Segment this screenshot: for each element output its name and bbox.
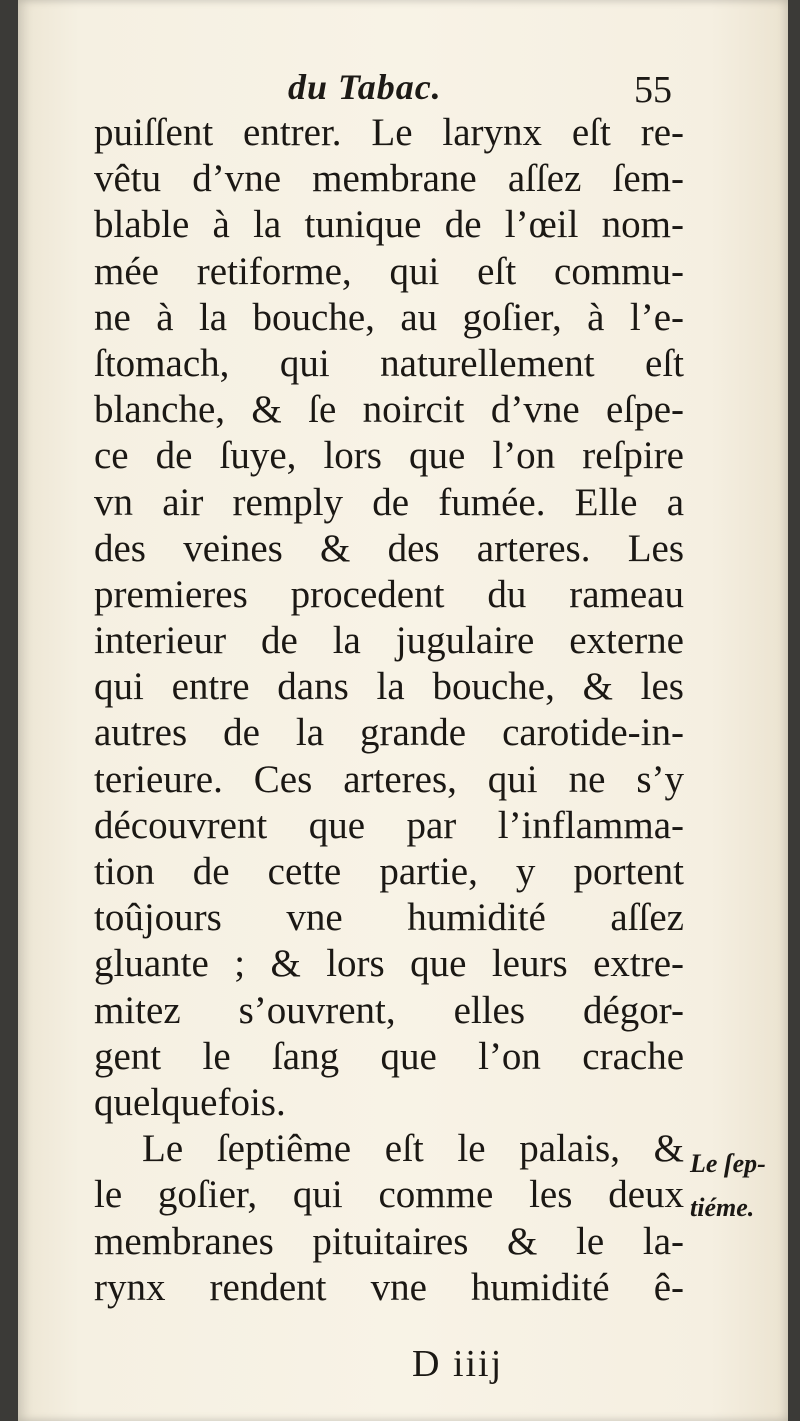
text-line: interieur de la jugulaire externe [94, 619, 684, 663]
text-line: premieres procedent du rameau [94, 572, 684, 616]
margin-note [690, 1142, 788, 1230]
signature-mark: D iiij [412, 1343, 504, 1385]
page-header [18, 66, 788, 116]
text-line: mitez s’ouvrent, elles dégor- [94, 988, 684, 1032]
text-line: ſtomach, qui naturellement eſt [94, 341, 684, 385]
text-line: gent le ſang que l’on crache [94, 1034, 684, 1078]
text-line: mée retiforme, qui eſt commu- [94, 249, 684, 293]
text-line: rynx rendent vne humidité ê- [94, 1265, 684, 1309]
text-line: découvrent que par l’inflamma- [94, 803, 684, 847]
text-line: autres de la grande carotide-in- [94, 711, 684, 755]
margin-note-line: tiéme. [690, 1193, 755, 1222]
page-number: 55 [634, 69, 672, 111]
text-line: terieure. Ces arteres, qui ne s’y [94, 757, 684, 801]
text-line: ce de ſuye, lors que l’on reſpire [94, 434, 684, 478]
text-line: vêtu d’vne membrane aſſez ſem- [94, 157, 684, 201]
running-title: du Tabac. [288, 67, 442, 107]
book-page [18, 0, 788, 1421]
text-line: des veines & des arteres. Les [94, 526, 684, 570]
text-line: membranes pituitaires & le la- [94, 1219, 684, 1263]
text-line: puiſſent entrer. Le larynx eſt re- [94, 111, 684, 154]
text-line: blanche, & ſe noircit d’vne eſpe- [94, 388, 684, 432]
text-line: blable à la tunique de l’œil nom- [94, 203, 684, 247]
body-text [94, 110, 684, 1311]
text-line: gluante ; & lors que leurs extre- [94, 942, 684, 986]
text-line: ne à la bouche, au goſier, à l’e- [94, 295, 684, 339]
paragraph-start-line: Le ſeptiême eſt le palais, & [142, 1127, 684, 1171]
text-line: vn air remply de fumée. Elle a [94, 480, 684, 524]
text-line: qui entre dans la bouche, & les [94, 665, 684, 709]
margin-note-line: Le ſep- [690, 1149, 766, 1178]
text-line: le goſier, qui comme les deux [94, 1173, 684, 1217]
text-line: toûjours vne humidité aſſez [94, 896, 684, 940]
text-line: tion de cette partie, y portent [94, 850, 684, 893]
text-line: quelquefois. [94, 1080, 286, 1124]
page-footer [18, 1342, 788, 1392]
